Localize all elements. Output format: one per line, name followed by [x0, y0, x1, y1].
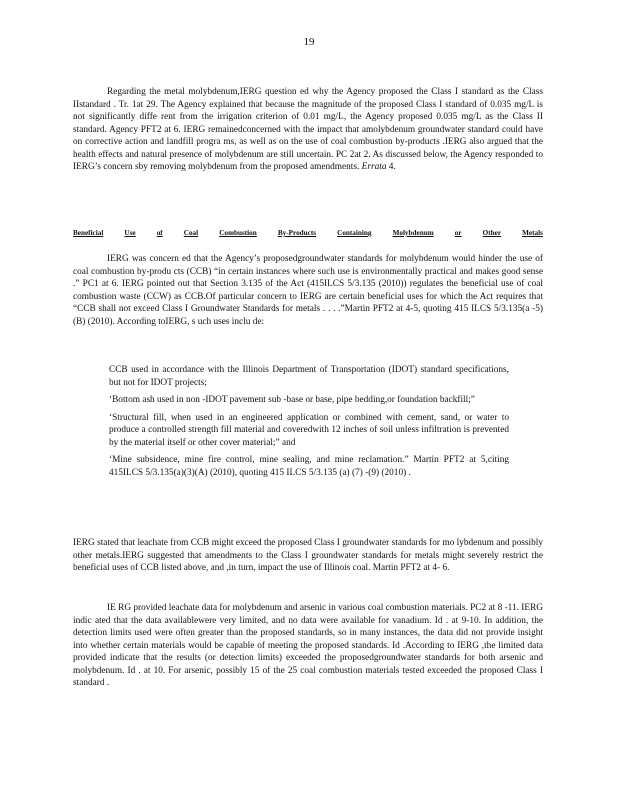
heading-word: Molybdenum: [392, 229, 434, 237]
heading-word: of: [156, 229, 163, 237]
heading-word: Coal: [183, 229, 199, 237]
bullet-marker: [89, 412, 109, 450]
paragraph-text: IERG stated that leachate from CCB might exceed the proposed Class I groundwater standards for mo lybdenum and possibly other metals.IERG suggested that amendments to the Class I groundwater standards for metals might severely restrict the beneficial uses of CCB listed above, and ,in turn, impact the use of Illinois coal. Martin PFT2 at 4- 6.: [73, 538, 543, 573]
paragraph-text: Regarding the metal molybdenum,IERG question ed why the Agency proposed the Class I standard as the Class IIstandard . Tr. 1at 29. The Agency explained that because the magnitude of the proposed Class I standard of 0.035 mg/L is not significantly diffe rent from the irrigation criterion of 0.01 mg/L, the Agency proposed 0.035 mg/L as the Class II standard. Agency PFT2 at 6. IERG remainedconcerned with the impact that amolybdenum groundwater standard could have on corrective action and landfill progra ms, as well as on the use of coal combustion by-products .IERG also argued that the health effects and natural presence of molybdenum are still uncertain. PC 2at 2. As discussed below, the Agency responded to IERG’s concern sby removing molybdenum from the proposed amendments.: [73, 87, 543, 172]
list-item: [89, 454, 509, 479]
list-item: [89, 394, 509, 407]
heading-word: Containing: [337, 229, 372, 237]
paragraph-text: IE RG provided leachate data for molybdenum and arsenic in various coal combustion materials. PC2 at 8 -11. IERG indic ated that the data availablewere very limited, and no data were available for vanadium. Id . at 9-10. In addition, the detection limits used were often greater than the proposed standards, so in many instances, the data did not provide insight into whether certain materials would be capable of meeting the proposed standards. Id .According to IERG ,the limited data provided indicate that the results (or detection limits) exceeded the proposedgroundwater standards for both arsenic and molybdenum. Id . at 10. For arsenic, possibly 15 of the 25 coal combustion materials tested exceeded the proposed Class I standard .: [73, 603, 543, 688]
list-item-text: ‘Mine subsidence, mine fire control, mine sealing, and mine reclamation.” Martin PFT2 at 5,citing 415ILCS 5/3.135(a)(3)(A) (2010), quoting 415 ILCS 5/3.135 (a) (7) -(9) (2010) .: [109, 455, 509, 478]
bullet-marker: [89, 394, 109, 407]
list-item-text: ‘Bottom ash used in non -IDOT pavement sub -base or base, pipe bedding,or foundation backfill;”: [109, 395, 475, 405]
heading-word: Other: [482, 229, 502, 237]
list-item-text: ‘Structural fill, when used in an engineered application or combined with cement, sand, or water to produce a controlled strength fill material and coveredwith 12 inches of soil unless infiltration is prevented by the material itself or other cover material;” and: [109, 412, 509, 448]
paragraph-leachate-concern: [73, 537, 543, 575]
paragraph-molybdenum-class-standard: [73, 86, 543, 174]
heading-word: Metals: [522, 229, 543, 237]
heading-word: Use: [124, 229, 136, 237]
section-heading: [73, 229, 543, 237]
paragraph-tail: 4.: [388, 162, 396, 172]
heading-word: Combustion: [219, 229, 257, 237]
page-number: 19: [303, 36, 315, 48]
paragraph-ccb-concern: [73, 253, 543, 328]
paragraph-text: IERG was concern ed that the Agency’s proposedgroundwater standards for molybdenum would hinder the use of coal combustion by-produ cts (CCB) “in certain instances where such use is environmentally practical and makes good sense .” PC1 at 6. IERG pointed out that Section 3.135 of the Act (415ILCS 5/3.135 (2010)) regulates the beneficial use of coal combustion waste (CCW) as CCB.Of particular concern to IERG are certain beneficial uses for which the Act requires that “CCB shall not exceed Class I Groundwater Standards for metals . . . .”Martin PFT2 at 4-5, quoting 415 ILCS 5/3.135(a -5)(B) (2010). According toIERG, s uch uses inclu de:: [73, 254, 543, 327]
heading-word: By-Products: [277, 229, 317, 237]
beneficial-uses-list: [89, 364, 509, 484]
list-item: [89, 412, 509, 450]
bullet-marker: [89, 364, 109, 389]
paragraph-leachate-data: [73, 602, 543, 690]
errata-reference: Errata: [361, 162, 387, 172]
heading-word: or: [454, 229, 462, 237]
list-item-text: CCB used in accordance with the Illinois Department of Transportation (IDOT) standard specifications, but not for IDOT projects;: [109, 365, 509, 388]
list-item: [89, 364, 509, 389]
bullet-marker: [89, 454, 109, 479]
heading-word: Beneficial: [73, 229, 104, 237]
